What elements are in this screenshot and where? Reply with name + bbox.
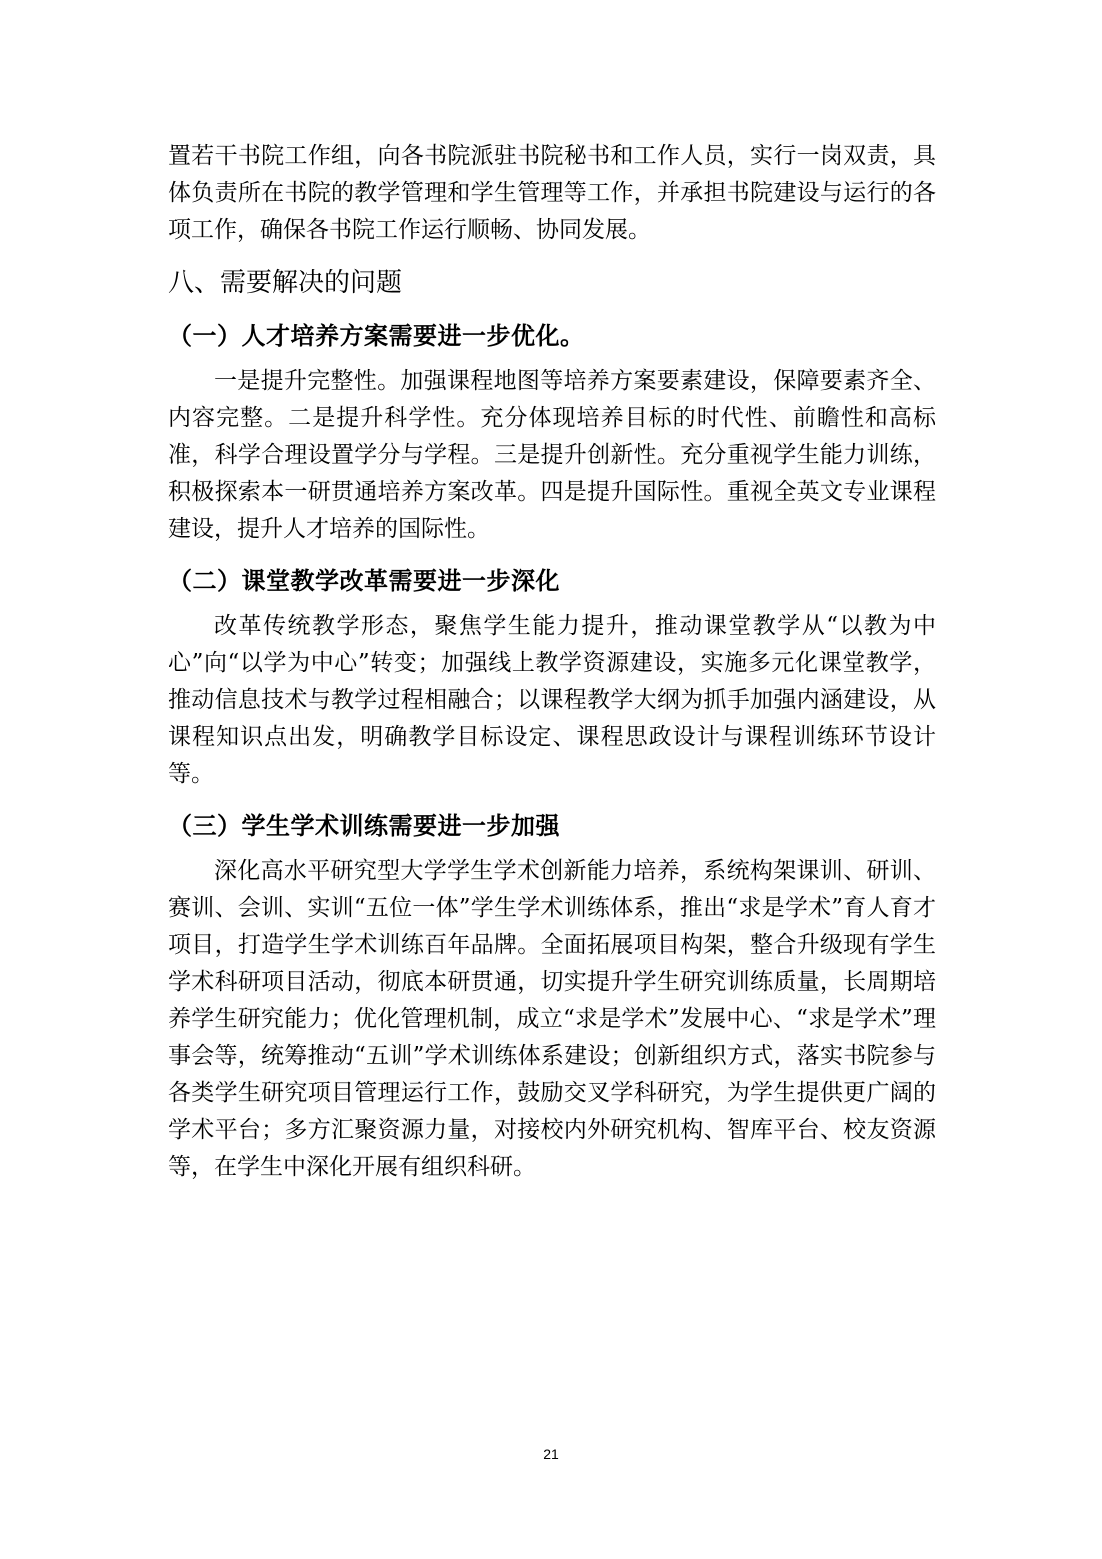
- page-content: [168, 138, 936, 1186]
- subsection-heading-2: （二）课堂教学改革需要进一步深化: [168, 567, 560, 595]
- intro-paragraph: 置若干书院工作组，向各书院派驻书院秘书和工作人员，实行一岗双责，具体负责所在书院的教学管理和学生管理等工作，并承担书院建设与运行的各项工作，确保各书院工作运行顺畅、协同发展。: [168, 143, 936, 243]
- subsection-heading-1: （一）人才培养方案需要进一步优化。: [168, 322, 585, 350]
- subsection-heading-3: （三）学生学术训练需要进一步加强: [168, 812, 560, 840]
- section-heading: 八、需要解决的问题: [168, 268, 403, 298]
- subsection-body-1: 一是提升完整性。加强课程地图等培养方案要素建设，保障要素齐全、内容完整。二是提升科学性。充分体现培养目标的时代性、前瞻性和高标准，科学合理设置学分与学程。三是提升创新性。充分重视学生能力训练，积极探索本一研贯通培养方案改革。四是提升国际性。重视全英文专业课程建设，提升人才培养的国际性。: [168, 368, 936, 542]
- page-number: 21: [543, 1446, 559, 1462]
- subsection-body-3: 深化高水平研究型大学学生学术创新能力培养，系统构架课训、研训、赛训、会训、实训“五位一体”学生学术训练体系，推出“求是学术”育人育才项目，打造学生学术训练百年品牌。全面拓展项目构架，整合升级现有学生学术科研项目活动，彻底本研贯通，切实提升学生研究训练质量，长周期培养学生研究能力；优化管理机制，成立“求是学术”发展中心、“求是学术”理事会等，统筹推动“五训”学术训练体系建设；创新组织方式，落实书院参与各类学生研究项目管理运行工作，鼓励交叉学科研究，为学生提供更广阔的学术平台；多方汇聚资源力量，对接校内外研究机构、智库平台、校友资源等，在学生中深化开展有组织科研。: [168, 858, 936, 1180]
- subsection-body-2: 改革传统教学形态，聚焦学生能力提升，推动课堂教学从“以教为中心”向“以学为中心”转变；加强线上教学资源建设，实施多元化课堂教学，推动信息技术与教学过程相融合；以课程教学大纲为抓手加强内涵建设，从课程知识点出发，明确教学目标设定、课程思政设计与课程训练环节设计等。: [168, 613, 936, 787]
